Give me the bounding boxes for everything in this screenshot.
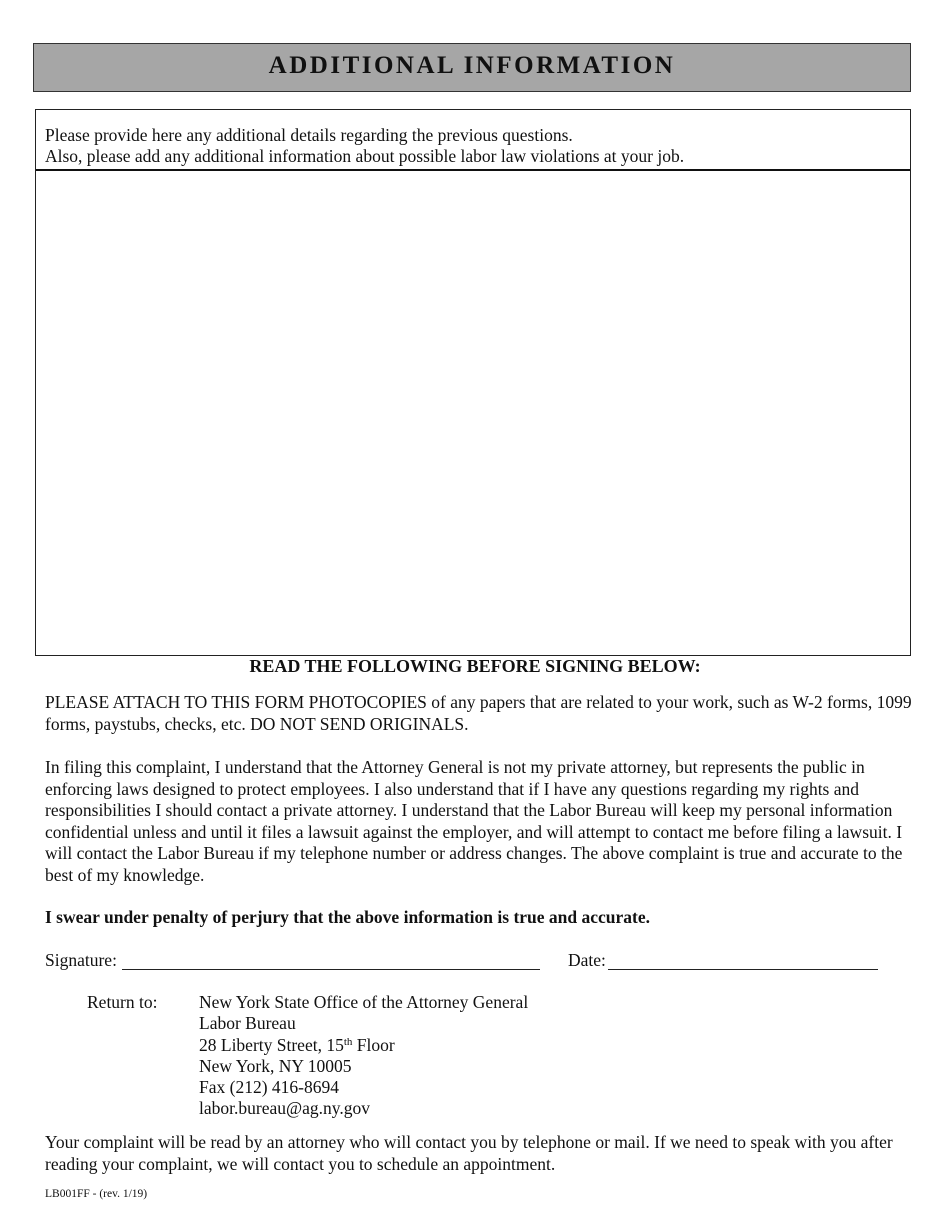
additional-info-box: [35, 109, 911, 656]
date-label: Date:: [568, 950, 606, 970]
signature-label: Signature:: [45, 950, 117, 970]
return-to-label: Return to:: [87, 992, 158, 1012]
address-fax: Fax (212) 416-8694: [199, 1077, 339, 1098]
address-email: labor.bureau@ag.ny.gov: [199, 1098, 370, 1119]
prompt-line-2: Also, please add any additional information about possible labor law violations at your job.: [45, 146, 685, 166]
form-code: LB001FF - (rev. 1/19): [45, 1188, 148, 1200]
date-field[interactable]: [608, 969, 878, 970]
section-title: ADDITIONAL INFORMATION: [268, 51, 676, 79]
attach-photocopies-paragraph: PLEASE ATTACH TO THIS FORM PHOTOCOPIES of any papers that are related to your work, such as W-2 forms, 1099 forms, paystubs, checks, etc. DO NOT SEND ORIGINALS.: [45, 692, 912, 734]
address-bureau: Labor Bureau: [199, 1013, 296, 1034]
perjury-statement: I swear under penalty of perjury that the above information is true and accurate.: [45, 907, 651, 927]
prompt-line-1: Please provide here any additional details regarding the previous questions.: [45, 125, 573, 145]
closing-paragraph: Your complaint will be read by an attorney who will contact you by telephone or mail. If we need to speak with you after reading your complaint, we will contact you to schedule an appointment.: [45, 1132, 893, 1174]
address-street: 28 Liberty Street, 15th Floor: [199, 1034, 395, 1055]
return-address: [199, 992, 528, 1120]
signature-field[interactable]: [122, 969, 540, 970]
additional-info-field[interactable]: [36, 171, 910, 655]
section-header: [33, 43, 911, 92]
filing-acknowledgement-paragraph: In filing this complaint, I understand that the Attorney General is not my private attorney, but represents the public in enforcing laws designed to protect employees. I also understand that if I have any questions regarding my rights and responsibilities I should contact a private attorney. I understand that the Labor Bureau will keep my personal information confidential unless and until it files a lawsuit against the employer, and will attempt to contact me before filing a lawsuit. I will contact the Labor Bureau if my telephone number or address changes. The above complaint is true and accurate to the best of my knowledge.: [45, 757, 903, 885]
additional-info-prompt: [36, 110, 910, 171]
address-office: New York State Office of the Attorney General: [199, 992, 529, 1012]
read-before-signing-heading: READ THE FOLLOWING BEFORE SIGNING BELOW:: [249, 656, 701, 676]
address-city: New York, NY 10005: [199, 1055, 352, 1076]
